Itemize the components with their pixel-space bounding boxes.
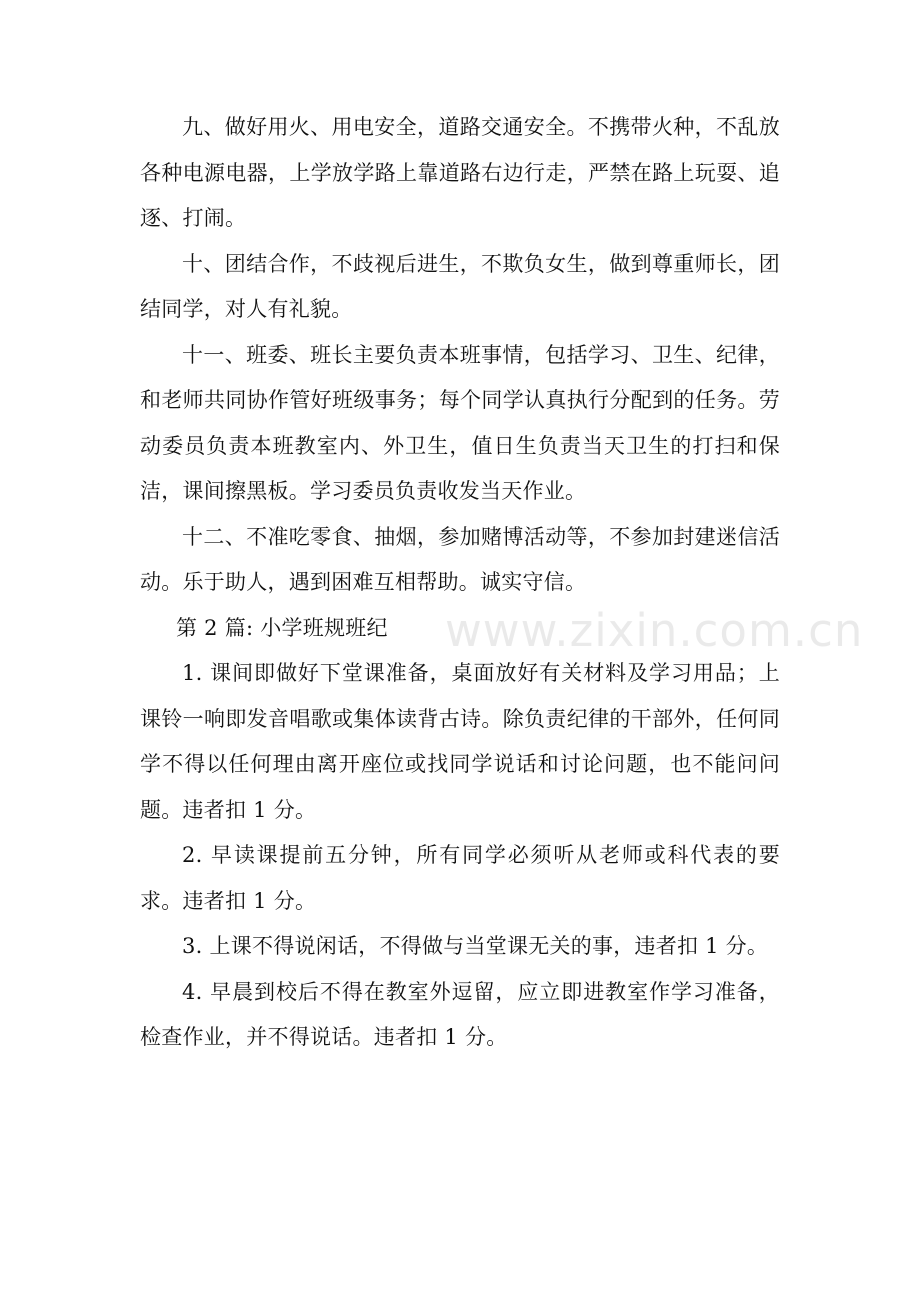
- paragraph-nine: 九、做好用火、用电安全，道路交通安全。不携带火种，不乱放各种电源电器，上学放学路上靠道路右边行走，严禁在路上玩耍、追逐、打闹。: [140, 115, 780, 230]
- paragraph-twelve: 十二、不准吃零食、抽烟，参加赌博活动等，不参加封建迷信活动。乐于助人，遇到困难互相帮助。诚实守信。: [140, 524, 780, 594]
- paragraph-eleven: 十一、班委、班长主要负责本班事情，包括学习、卫生、纪律，和老师共同协作管好班级事务；每个同学认真执行分配到的任务。劳动委员负责本班教室内、外卫生，值日生负责当天卫生的打扫和保洁，课间擦黑板。学习委员负责收发当天作业。: [140, 342, 780, 503]
- rule-item-2: 2. 早读课提前五分钟，所有同学必须听从老师或科代表的要求。违者扣 1 分。: [140, 843, 780, 913]
- paragraph-ten: 十、团结合作，不歧视后进生，不欺负女生，做到尊重师长，团结同学，对人有礼貌。: [140, 251, 780, 321]
- rule-item-4: 4. 早晨到校后不得在教室外逗留，应立即进教室作学习准备，检查作业，并不得说话。违者扣 1 分。: [140, 979, 780, 1049]
- rule-item-3: 3. 上课不得说闲话，不得做与当堂课无关的事，违者扣 1 分。: [182, 934, 769, 958]
- watermark: www.zixin.com.cn: [445, 604, 864, 657]
- rule-item-1: 1. 课间即做好下堂课准备，桌面放好有关材料及学习用品；上课铃一响即发音唱歌或集体读背古诗。除负责纪律的干部外，任何同学不得以任何理由离开座位或找同学说话和讨论问题，也不能问问题。违者扣 1 分。: [140, 661, 780, 822]
- section-heading: 第 2 篇: 小学班规班纪: [176, 615, 388, 640]
- document-body: [140, 105, 780, 1061]
